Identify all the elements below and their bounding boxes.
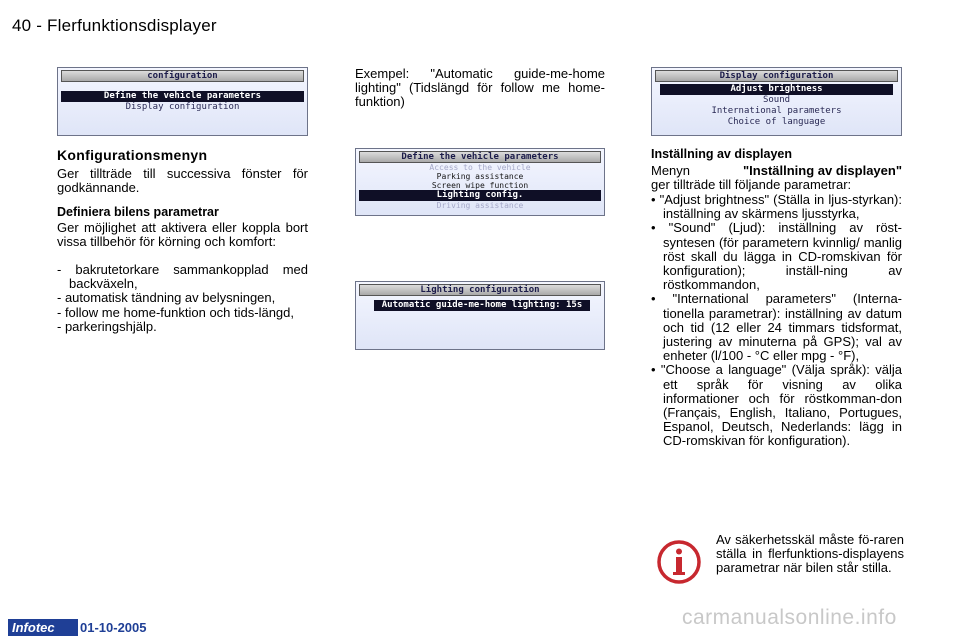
configuration-screen xyxy=(57,67,308,136)
list-item: - automatisk tändning av belysningen, xyxy=(57,290,276,306)
screen-row: Sound xyxy=(762,95,791,105)
intro-suffix: ger tillträde till följande parametrar: xyxy=(651,177,852,193)
list-item: - bakrutetorkare sammankopplad med backväxeln, xyxy=(57,262,308,292)
section-intro: Ger tillträde till successiva fönster för godkännande. xyxy=(57,166,308,196)
screen-title: configuration xyxy=(61,70,304,82)
section-heading: Inställning av displayen xyxy=(651,147,793,161)
vehicle-parameters-screen xyxy=(355,148,605,216)
screen-title: Define the vehicle parameters xyxy=(359,151,601,163)
subsection-heading: Definiera bilens parametrar xyxy=(57,205,219,219)
screen-row: International parameters xyxy=(711,106,842,116)
list-item: • "Sound" (Ljud): inställning av röst-syntesen (för parametern kvinnlig/ manlig röst skall du lägga in CD-romskivan för konfiguration); inställ-ning av röstkommandon, xyxy=(651,220,902,293)
info-icon xyxy=(656,539,702,585)
lighting-configuration-screen xyxy=(355,281,605,350)
infotec-logo: Infotec xyxy=(8,619,78,636)
list-item: - follow me home-funktion och tids-längd, xyxy=(57,304,295,320)
screen-row: Screen wipe function xyxy=(431,181,529,190)
subsection-intro: Ger möjlighet att aktivera eller koppla bort vissa tillbehör för körning och komfort: xyxy=(57,220,308,250)
section-heading: Konfigurationsmenyn xyxy=(57,147,208,163)
screen-row: Driving assistance xyxy=(436,201,524,210)
section-intro xyxy=(651,164,902,192)
screen-row: Access to the vehicle xyxy=(429,163,531,172)
screen-row-selected: Define the vehicle parameters xyxy=(61,91,304,102)
print-date: 01-10-2005 xyxy=(80,620,147,635)
safety-notice: Av säkerhetsskäl måste fö-raren ställa in flerfunktions-displayens parametrar när bilen står stilla. xyxy=(716,532,904,576)
accessory-list xyxy=(57,263,308,334)
page-title: 40 - Flerfunktionsdisplayer xyxy=(12,16,217,35)
display-configuration-screen xyxy=(651,67,902,136)
list-item: • "Adjust brightness" (Ställa in ljus-styrkan): inställning av skärmens ljusstyrka, xyxy=(651,192,902,222)
list-item: • "Choose a language" (Välja språk): välja ett språk för visning av olika informationer och för röstkomman-don (Français, English, Italiano, Portugues, Espanol, Deutsch, Nederlands: lägg in CD-romskivan för konfiguration). xyxy=(651,362,902,449)
screen-row: Choice of language xyxy=(727,117,826,127)
screen-row-selected: Automatic guide-me-home lighting: 15s xyxy=(374,300,590,311)
screen-row-selected: Lighting config. xyxy=(359,190,601,201)
example-text: Exempel: "Automatic guide-me-home lighting" (Tidslängd för follow me home-funktion) xyxy=(355,66,605,110)
screen-title: Display configuration xyxy=(655,70,898,82)
screen-row-selected: Adjust brightness xyxy=(660,84,893,95)
intro-prefix: Menyn xyxy=(651,163,691,178)
screen-title: Lighting configuration xyxy=(359,284,601,296)
screen-row: Display configuration xyxy=(125,102,240,112)
display-settings-list xyxy=(651,193,902,449)
list-item: • "International parameters" (Interna-tionella parametrar): inställning av datum och tid (12 eller 24 timmars tidsformat, justering av minuterna på GPS); val av enheter (l/100 - °C eller mpg - °F), xyxy=(651,291,902,364)
list-item: - parkeringshjälp. xyxy=(57,318,157,334)
intro-menu-name: "Inställning av displayen" xyxy=(743,163,902,178)
watermark: carmanualsonline.info xyxy=(682,606,897,629)
screen-row: Parking assistance xyxy=(436,172,524,181)
